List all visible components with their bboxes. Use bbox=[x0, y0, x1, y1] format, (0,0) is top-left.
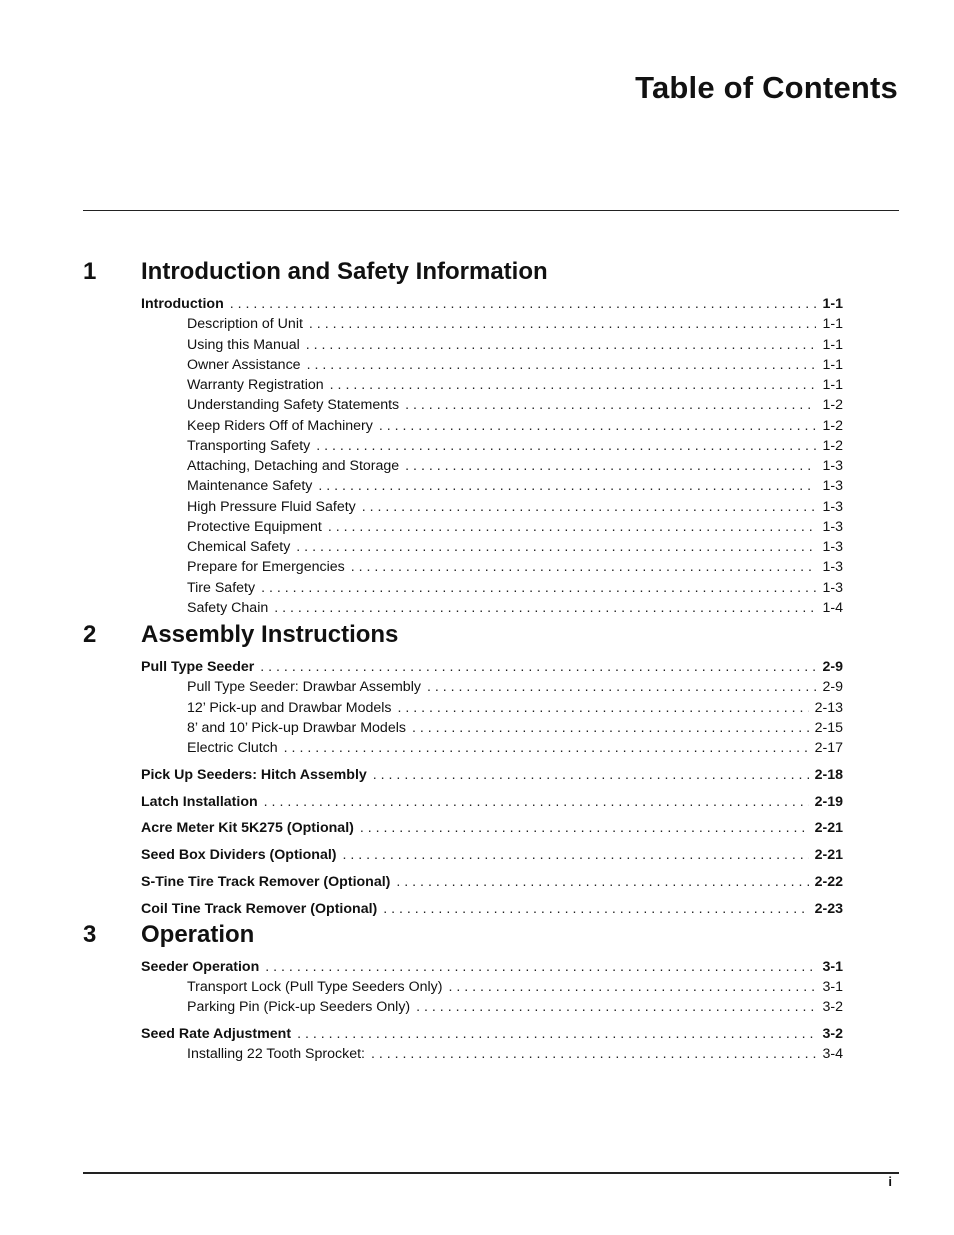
chapter-title: Assembly Instructions bbox=[141, 621, 399, 648]
toc-section-label: Pick Up Seeders: Hitch Assembly bbox=[141, 766, 367, 783]
chapter bbox=[83, 621, 843, 919]
toc-section[interactable] bbox=[83, 899, 843, 919]
toc-entry-label: Prepare for Emergencies bbox=[187, 559, 345, 576]
dot-leader bbox=[379, 416, 817, 436]
toc-entry[interactable] bbox=[83, 436, 843, 456]
toc-entry[interactable] bbox=[83, 517, 843, 537]
toc-entry[interactable] bbox=[83, 598, 843, 618]
dot-leader bbox=[396, 872, 808, 892]
dot-leader bbox=[360, 818, 809, 838]
toc-entry-page-number: 2-17 bbox=[814, 740, 843, 756]
chapter-number: 2 bbox=[83, 621, 97, 648]
dot-leader bbox=[427, 677, 817, 697]
toc-entry-page-number: 1-1 bbox=[822, 316, 843, 333]
toc-section[interactable] bbox=[83, 765, 843, 785]
toc-entry[interactable] bbox=[83, 416, 843, 436]
dot-leader bbox=[296, 537, 816, 557]
toc-section[interactable] bbox=[83, 657, 843, 677]
toc-entry-label: Warranty Registration bbox=[187, 377, 324, 393]
toc-section-label: Acre Meter Kit 5K275 (Optional) bbox=[141, 820, 354, 837]
chapter-heading[interactable] bbox=[83, 921, 843, 957]
toc-section-page-number: 3-1 bbox=[822, 958, 843, 975]
toc-entry[interactable] bbox=[83, 314, 843, 334]
toc-section-label: Latch Installation bbox=[141, 793, 258, 810]
chapter-number: 3 bbox=[83, 920, 97, 948]
toc-section-page-number: 2-22 bbox=[814, 873, 843, 890]
toc-entry-label: Tire Safety bbox=[187, 579, 256, 596]
toc-entry[interactable] bbox=[83, 578, 843, 598]
dot-leader bbox=[264, 792, 809, 812]
toc-entry-label: Transport Lock (Pull Type Seeders Only) bbox=[187, 979, 443, 995]
dot-leader bbox=[265, 957, 816, 977]
toc-section-label: S-Tine Tire Track Remover (Optional) bbox=[141, 873, 391, 890]
dot-leader bbox=[412, 718, 809, 738]
chapter bbox=[83, 258, 843, 618]
toc-entry-page-number: 1-3 bbox=[822, 458, 843, 474]
dot-leader bbox=[405, 395, 816, 415]
toc-entry-page-number: 1-2 bbox=[822, 437, 843, 454]
toc-section[interactable] bbox=[83, 845, 843, 865]
toc-section[interactable] bbox=[83, 1024, 843, 1044]
toc-section-page-number: 2-18 bbox=[814, 766, 843, 783]
dot-leader bbox=[398, 698, 809, 718]
toc-entry-label: 8’ and 10’ Pick-up Drawbar Models bbox=[187, 719, 406, 736]
toc-section[interactable] bbox=[83, 294, 843, 314]
toc-entry-page-number: 1-4 bbox=[822, 599, 843, 616]
toc-entry-page-number: 3-4 bbox=[822, 1046, 843, 1063]
chapter-number: 1 bbox=[83, 258, 97, 285]
toc-entry-label: Keep Riders Off of Machinery bbox=[187, 417, 373, 434]
toc-entry[interactable] bbox=[83, 698, 843, 718]
toc-section-page-number: 3-2 bbox=[822, 1026, 843, 1042]
toc-section-label: Coil Tine Track Remover (Optional) bbox=[141, 900, 378, 917]
toc-entry-label: Description of Unit bbox=[187, 316, 303, 333]
toc-entry-page-number: 2-9 bbox=[822, 679, 843, 696]
toc-entry-label: Using this Manual bbox=[187, 336, 300, 353]
dot-leader bbox=[284, 738, 809, 758]
chapter-heading[interactable] bbox=[83, 621, 843, 657]
dot-leader bbox=[318, 476, 816, 496]
page-number: i bbox=[888, 1174, 892, 1189]
toc-entry-label: Attaching, Detaching and Storage bbox=[187, 458, 400, 474]
toc-section[interactable] bbox=[83, 957, 843, 977]
dot-leader bbox=[306, 335, 817, 355]
toc-section-page-number: 2-21 bbox=[814, 847, 843, 863]
toc-entry[interactable] bbox=[83, 718, 843, 738]
toc-entry-page-number: 2-15 bbox=[814, 719, 843, 736]
toc-entry-label: Maintenance Safety bbox=[187, 478, 313, 495]
toc-entry[interactable] bbox=[83, 677, 843, 697]
chapter-title: Operation bbox=[141, 920, 255, 948]
dot-leader bbox=[309, 314, 817, 334]
toc-entry-page-number: 3-1 bbox=[822, 979, 843, 995]
chapter-title: Introduction and Safety Information bbox=[141, 258, 548, 285]
toc-entry[interactable] bbox=[83, 977, 843, 997]
toc-section-label: Pull Type Seeder bbox=[141, 659, 255, 675]
dot-leader bbox=[351, 557, 817, 577]
toc-section[interactable] bbox=[83, 872, 843, 892]
toc-entry[interactable] bbox=[83, 355, 843, 375]
toc-entry-page-number: 1-1 bbox=[822, 356, 843, 373]
toc-entry[interactable] bbox=[83, 537, 843, 557]
toc-entry[interactable] bbox=[83, 738, 843, 758]
toc-section-label: Seeder Operation bbox=[141, 958, 260, 975]
dot-leader bbox=[307, 355, 817, 375]
toc-entry[interactable] bbox=[83, 456, 843, 476]
toc-entry[interactable] bbox=[83, 997, 843, 1017]
page-title: Table of Contents bbox=[635, 70, 898, 105]
toc-entry-label: Pull Type Seeder: Drawbar Assembly bbox=[187, 679, 421, 696]
toc-section[interactable] bbox=[83, 792, 843, 812]
dot-leader bbox=[274, 598, 816, 618]
toc-entry[interactable] bbox=[83, 395, 843, 415]
toc-entry-label: Owner Assistance bbox=[187, 356, 301, 373]
table-of-contents bbox=[83, 258, 843, 1065]
toc-entry[interactable] bbox=[83, 1044, 843, 1064]
dot-leader bbox=[373, 765, 809, 785]
dot-leader bbox=[260, 657, 816, 677]
toc-entry-page-number: 1-3 bbox=[822, 539, 843, 555]
toc-entry-page-number: 1-3 bbox=[822, 498, 843, 515]
header-divider bbox=[83, 210, 899, 211]
toc-entry-page-number: 1-1 bbox=[822, 377, 843, 393]
dot-leader bbox=[343, 845, 809, 865]
toc-entry-page-number: 1-3 bbox=[822, 559, 843, 576]
toc-section[interactable] bbox=[83, 818, 843, 838]
dot-leader bbox=[449, 977, 817, 997]
toc-entry-page-number: 3-2 bbox=[822, 999, 843, 1016]
toc-entry-page-number: 1-3 bbox=[822, 579, 843, 596]
toc-section-label: Seed Rate Adjustment bbox=[141, 1026, 292, 1042]
chapter bbox=[83, 921, 843, 1065]
toc-entry-page-number: 2-13 bbox=[814, 699, 843, 716]
toc-entry-label: Electric Clutch bbox=[187, 740, 278, 756]
toc-entry-label: Chemical Safety bbox=[187, 539, 291, 555]
toc-section-page-number: 2-9 bbox=[822, 659, 843, 675]
toc-entry[interactable] bbox=[83, 335, 843, 355]
toc-entry-label: Parking Pin (Pick-up Seeders Only) bbox=[187, 999, 411, 1016]
toc-entry-label: 12’ Pick-up and Drawbar Models bbox=[187, 699, 392, 716]
dot-leader bbox=[330, 375, 817, 395]
dot-leader bbox=[371, 1044, 817, 1064]
toc-entry-label: Understanding Safety Statements bbox=[187, 397, 400, 414]
toc-entry-page-number: 1-2 bbox=[822, 397, 843, 414]
toc-section-label: Introduction bbox=[141, 296, 224, 312]
dot-leader bbox=[261, 578, 816, 598]
dot-leader bbox=[297, 1024, 816, 1044]
toc-entry-page-number: 1-3 bbox=[822, 478, 843, 495]
toc-entry-label: High Pressure Fluid Safety bbox=[187, 498, 356, 515]
toc-entry[interactable] bbox=[83, 497, 843, 517]
dot-leader bbox=[416, 997, 816, 1017]
toc-section-page-number: 1-1 bbox=[822, 296, 843, 312]
toc-entry-page-number: 1-3 bbox=[822, 518, 843, 535]
toc-entry-label: Safety Chain bbox=[187, 599, 269, 616]
toc-section-page-number: 2-21 bbox=[814, 820, 843, 837]
toc-section-label: Seed Box Dividers (Optional) bbox=[141, 847, 337, 863]
toc-entry-page-number: 1-1 bbox=[822, 336, 843, 353]
toc-entry[interactable] bbox=[83, 476, 843, 496]
toc-section-page-number: 2-23 bbox=[814, 900, 843, 917]
footer-divider bbox=[83, 1172, 899, 1174]
toc-entry[interactable] bbox=[83, 557, 843, 577]
toc-entry[interactable] bbox=[83, 375, 843, 395]
chapter-heading[interactable] bbox=[83, 258, 843, 294]
toc-entry-label: Protective Equipment bbox=[187, 518, 322, 535]
dot-leader bbox=[230, 294, 817, 314]
dot-leader bbox=[405, 456, 816, 476]
dot-leader bbox=[328, 517, 817, 537]
dot-leader bbox=[383, 899, 808, 919]
toc-entry-page-number: 1-2 bbox=[822, 417, 843, 434]
toc-entry-label: Installing 22 Tooth Sprocket: bbox=[187, 1046, 365, 1063]
dot-leader bbox=[362, 497, 817, 517]
toc-section-page-number: 2-19 bbox=[814, 793, 843, 810]
dot-leader bbox=[316, 436, 816, 456]
toc-entry-label: Transporting Safety bbox=[187, 437, 311, 454]
